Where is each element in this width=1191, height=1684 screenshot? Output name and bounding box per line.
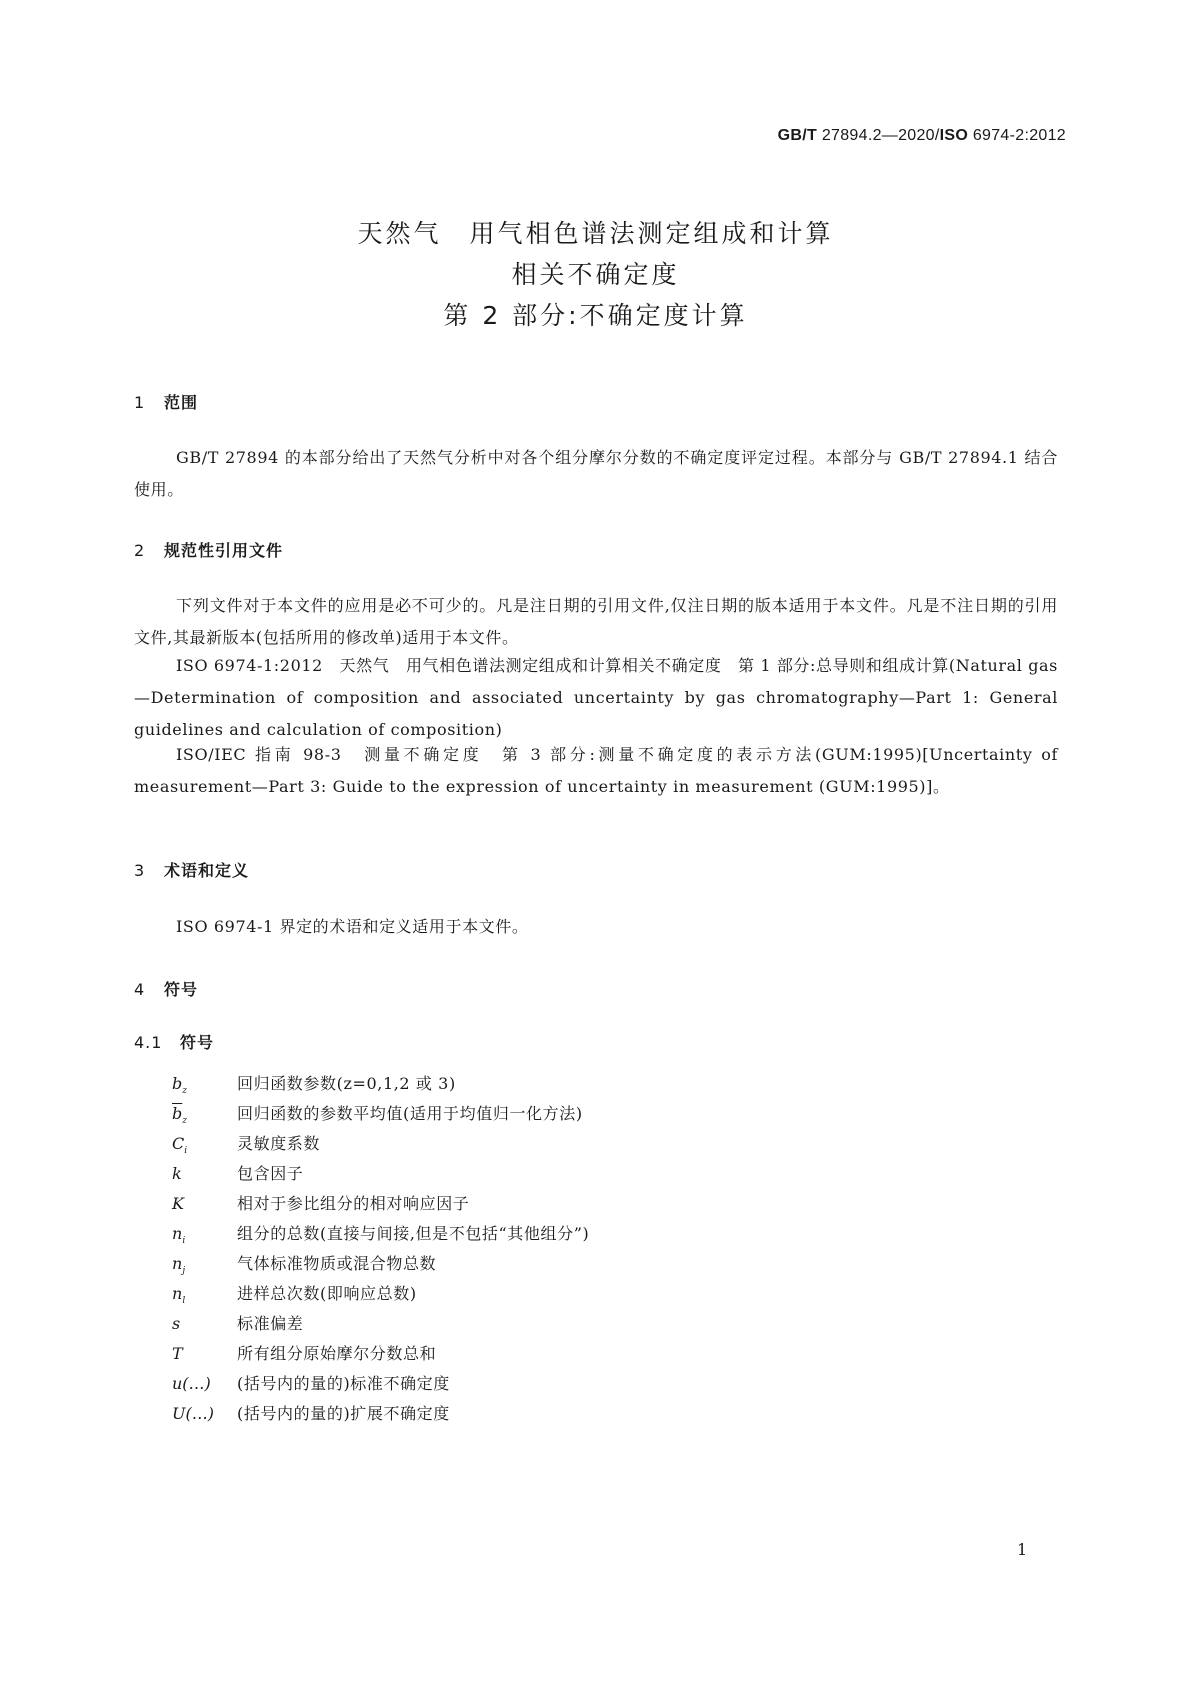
symbol: $\overline{b}_z$ — [172, 1104, 187, 1127]
section-2-heading — [134, 538, 283, 561]
section-number: 1 — [134, 393, 146, 412]
symbol-description: 回归函数参数(z=0,1,2 或 3) — [237, 1074, 456, 1093]
symbol: $n_j$ — [172, 1254, 186, 1277]
section-title: 符号 — [180, 1033, 215, 1052]
section-title: 术语和定义 — [164, 861, 250, 880]
symbol-description: 回归函数的参数平均值(适用于均值归一化方法) — [237, 1104, 583, 1123]
symbol-description: 标准偏差 — [237, 1314, 304, 1333]
title-line-1: 天然气 用气相色谱法测定组成和计算 — [357, 219, 834, 248]
section-2-paragraph-1: 下列文件对于本文件的应用是必不可少的。凡是注日期的引用文件,仅注日期的版本适用于本文件。凡是不注日期的引用文件,其最新版本(包括所用的修改单)适用于本文件。 — [134, 596, 1058, 647]
section-2-paragraph-2: ISO 6974-1:2012 天然气 用气相色谱法测定组成和计算相关不确定度 第 1 部分:总导则和组成计算(Natural gas—Determination of composition and associated uncertainty by gas chromatography—Part 1: General guidelines and calculation of composition) — [134, 656, 1058, 739]
symbol: k — [172, 1164, 182, 1183]
section-1-paragraph: GB/T 27894 的本部分给出了天然气分析中对各个组分摩尔分数的不确定度评定过程。本部分与 GB/T 27894.1 结合使用。 — [134, 448, 1058, 499]
title-line-2: 相关不确定度 — [511, 260, 680, 289]
symbol-description: (括号内的量的)扩展不确定度 — [237, 1404, 450, 1423]
section-number: 4 — [134, 980, 146, 999]
section-title: 符号 — [164, 980, 199, 999]
symbol: u(…) — [172, 1374, 211, 1393]
symbol-description: 进样总次数(即响应总数) — [237, 1284, 417, 1303]
section-4-heading — [134, 977, 198, 1000]
symbol: $b_z$ — [172, 1074, 187, 1097]
symbol: s — [172, 1314, 181, 1333]
symbol: U(…) — [172, 1404, 214, 1423]
symbol: T — [172, 1344, 183, 1363]
section-3-paragraph: ISO 6974-1 界定的术语和定义适用于本文件。 — [176, 917, 529, 936]
symbol: K — [172, 1194, 184, 1213]
symbol: $n_i$ — [172, 1224, 186, 1247]
symbol-description: 所有组分原始摩尔分数总和 — [237, 1344, 437, 1363]
section-title: 规范性引用文件 — [164, 541, 284, 560]
symbol-description: 相对于参比组分的相对响应因子 — [237, 1194, 470, 1213]
section-number: 3 — [134, 861, 146, 880]
section-number: 4.1 — [134, 1033, 163, 1052]
document-code — [778, 127, 1066, 145]
section-number: 2 — [134, 541, 146, 560]
doc-code-rest: 27894.2—2020/ — [817, 127, 940, 144]
symbol-description: (括号内的量的)标准不确定度 — [237, 1374, 450, 1393]
symbol-description: 灵敏度系数 — [237, 1134, 321, 1153]
page-number: 1 — [1017, 1540, 1028, 1559]
iso-bold: ISO — [939, 127, 969, 144]
doc-code-bold: GB/T — [777, 127, 818, 144]
section-title: 范围 — [164, 393, 199, 412]
section-4-1-heading — [134, 1030, 214, 1053]
symbol-description: 包含因子 — [237, 1164, 304, 1183]
section-1-heading — [134, 390, 198, 413]
symbol: $C_i$ — [172, 1134, 188, 1157]
iso-rest: 6974-2:2012 — [968, 127, 1066, 144]
symbol-description: 气体标准物质或混合物总数 — [237, 1254, 437, 1273]
symbol: $n_l$ — [172, 1284, 186, 1307]
symbol-description: 组分的总数(直接与间接,但是不包括“其他组分”) — [237, 1224, 590, 1243]
section-3-heading — [134, 858, 249, 881]
section-2-paragraph-3: ISO/IEC 指南 98-3 测量不确定度 第 3 部分:测量不确定度的表示方法(GUM:1995)[Uncertainty of measurement—Part 3: Guide to the expression of uncertainty in measurement (GUM:1995)]。 — [134, 745, 1058, 796]
title-line-3: 第 2 部分:不确定度计算 — [443, 301, 748, 330]
